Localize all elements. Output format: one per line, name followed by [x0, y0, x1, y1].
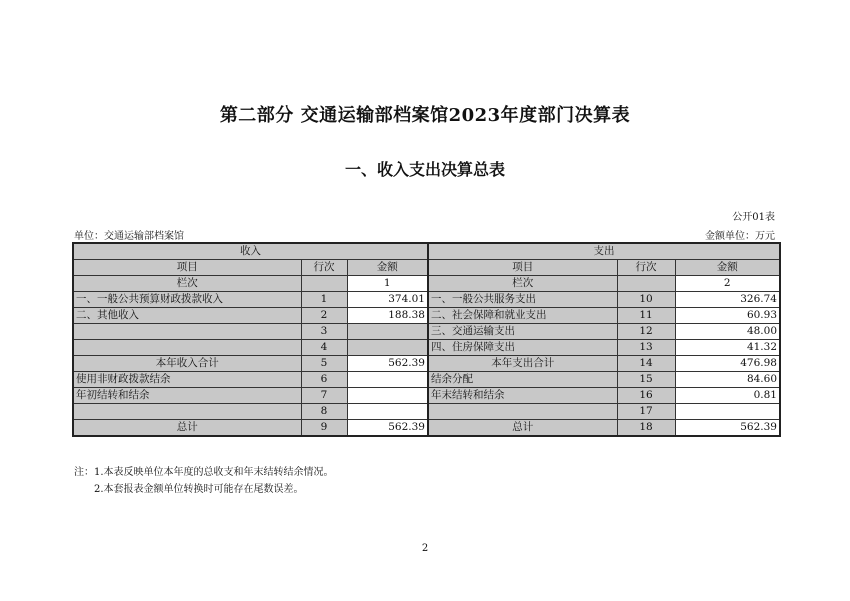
income-column-number: 1	[347, 276, 428, 292]
table-row	[73, 420, 780, 437]
expense-amount	[675, 404, 780, 420]
expense-amount-header: 金额	[675, 260, 780, 276]
expense-row-no: 10	[617, 292, 675, 308]
income-expense-table	[72, 242, 781, 437]
table-row	[73, 356, 780, 372]
table-row	[73, 404, 780, 420]
section-header-row	[73, 243, 780, 260]
income-amount	[347, 404, 428, 420]
expense-item: 四、住房保障支出	[428, 340, 617, 356]
income-amount-header: 金额	[347, 260, 428, 276]
expense-column-number: 2	[675, 276, 780, 292]
income-row-no: 2	[301, 308, 347, 324]
income-item: 年初结转和结余	[73, 388, 301, 404]
expense-item: 总计	[428, 420, 617, 437]
income-amount	[347, 372, 428, 388]
income-item	[73, 340, 301, 356]
expense-row-no: 13	[617, 340, 675, 356]
income-row-no: 4	[301, 340, 347, 356]
table-subtitle: 一、收入支出决算总表	[344, 160, 505, 179]
expense-row-no: 16	[617, 388, 675, 404]
column-header-row	[73, 260, 780, 276]
expense-item: 年末结转和结余	[428, 388, 617, 404]
expense-column-label: 栏次	[428, 276, 617, 292]
income-row-no: 9	[301, 420, 347, 437]
expense-row-no: 14	[617, 356, 675, 372]
expense-row-no: 15	[617, 372, 675, 388]
page-number: 2	[421, 543, 429, 554]
expense-row-no: 18	[617, 420, 675, 437]
expense-amount: 326.74	[675, 292, 780, 308]
table-row	[73, 388, 780, 404]
expense-item: 结余分配	[428, 372, 617, 388]
income-row-no: 5	[301, 356, 347, 372]
income-row-no: 3	[301, 324, 347, 340]
expense-amount: 0.81	[675, 388, 780, 404]
expense-item: 本年支出合计	[428, 356, 617, 372]
reporting-unit: 单位：交通运输部档案馆	[74, 231, 184, 242]
table-row	[73, 372, 780, 388]
expense-amount: 562.39	[675, 420, 780, 437]
note-2: 2.本套报表金额单位转换时可能存在尾数误差。	[94, 484, 304, 495]
table-row	[73, 340, 780, 356]
income-row-no: 7	[301, 388, 347, 404]
income-column-label: 栏次	[73, 276, 301, 292]
income-amount: 374.01	[347, 292, 428, 308]
income-item: 总计	[73, 420, 301, 437]
income-row-no: 6	[301, 372, 347, 388]
expense-item: 二、社会保障和就业支出	[428, 308, 617, 324]
table-notes	[74, 464, 334, 498]
expense-section-header: 支出	[428, 243, 780, 260]
expense-item	[428, 404, 617, 420]
form-number: 公开01表	[732, 212, 775, 223]
expense-column-blank	[617, 276, 675, 292]
expense-amount: 48.00	[675, 324, 780, 340]
income-row-no: 8	[301, 404, 347, 420]
income-amount: 562.39	[347, 356, 428, 372]
income-amount: 562.39	[347, 420, 428, 437]
amount-unit: 金额单位：万元	[705, 231, 775, 242]
income-amount: 188.38	[347, 308, 428, 324]
income-column-blank	[301, 276, 347, 292]
expense-item: 一、一般公共服务支出	[428, 292, 617, 308]
column-number-row	[73, 276, 780, 292]
document-title: 第二部分 交通运输部档案馆2023年度部门决算表	[219, 105, 631, 126]
expense-amount: 60.93	[675, 308, 780, 324]
income-item	[73, 324, 301, 340]
income-item: 本年收入合计	[73, 356, 301, 372]
table-row	[73, 324, 780, 340]
table-row	[73, 292, 780, 308]
expense-row-no: 17	[617, 404, 675, 420]
expense-amount: 476.98	[675, 356, 780, 372]
income-item: 二、其他收入	[73, 308, 301, 324]
expense-amount: 41.32	[675, 340, 780, 356]
income-amount	[347, 388, 428, 404]
income-amount	[347, 324, 428, 340]
income-item: 一、一般公共预算财政拨款收入	[73, 292, 301, 308]
note-1: 注：1.本表反映单位本年度的总收支和年末结转结余情况。	[74, 467, 334, 478]
table-row	[73, 308, 780, 324]
income-row-no: 1	[301, 292, 347, 308]
income-row-no-header: 行次	[301, 260, 347, 276]
income-amount	[347, 340, 428, 356]
expense-row-no-header: 行次	[617, 260, 675, 276]
income-item-header: 项目	[73, 260, 301, 276]
income-item: 使用非财政拨款结余	[73, 372, 301, 388]
expense-row-no: 11	[617, 308, 675, 324]
income-item	[73, 404, 301, 420]
expense-item: 三、交通运输支出	[428, 324, 617, 340]
expense-item-header: 项目	[428, 260, 617, 276]
expense-row-no: 12	[617, 324, 675, 340]
income-section-header: 收入	[73, 243, 428, 260]
expense-amount: 84.60	[675, 372, 780, 388]
